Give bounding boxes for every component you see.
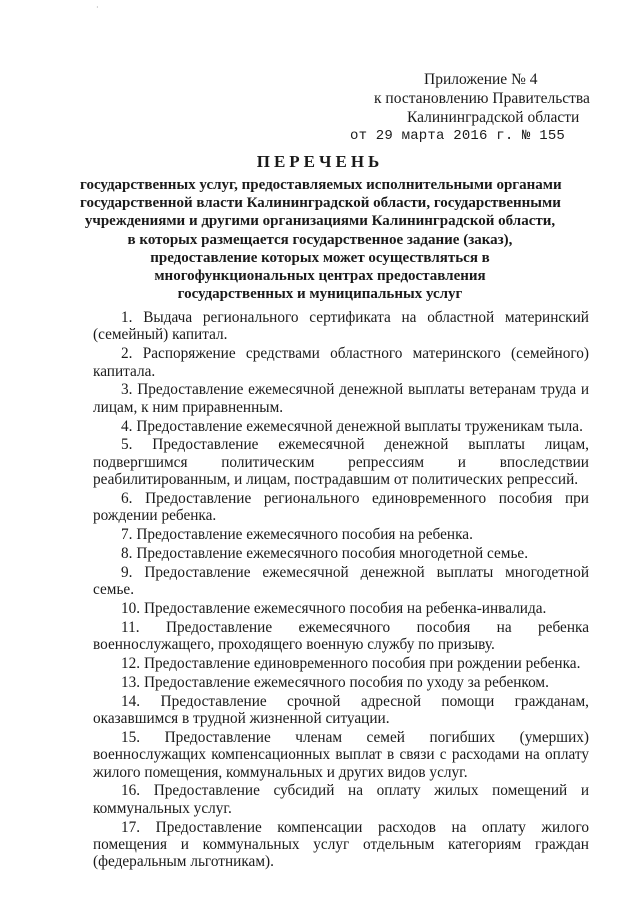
item-number: 17.	[121, 818, 141, 836]
list-item	[93, 729, 589, 781]
item-text: Предоставление ежемесячной денежной выплаты труженикам тыла.	[136, 417, 583, 435]
item-text: Предоставление членам семей погибших (умерших) военнослужащих компенсационных выплат в связи с расходами на оплату жилого помещения, коммунальных и других видов услуг.	[93, 728, 590, 781]
list-item	[93, 545, 589, 562]
item-text: Предоставление ежемесячной денежной выплаты ветеранам труда и лицам, к ним приравненным.	[93, 381, 590, 416]
appendix-line-2: к постановлению Правительства	[374, 90, 590, 107]
item-number: 1.	[121, 309, 133, 326]
item-number: 10.	[121, 600, 141, 618]
item-text: Предоставление ежемесячного пособия многодетной семье.	[136, 545, 529, 563]
list-item	[93, 436, 589, 488]
appendix-line-3: Калининградской области	[407, 109, 580, 126]
item-text: Выдача регионального сертификата на областной материнский (семейный) капитал.	[93, 309, 589, 344]
item-number: 7.	[121, 526, 133, 544]
item-text: Предоставление ежемесячной денежной выплаты многодетной семье.	[93, 563, 590, 599]
subtitle-line: государственных услуг, предоставляемых исполнительными органами	[80, 177, 562, 193]
item-number: 11.	[121, 618, 140, 636]
subtitle-line: государственных и муниципальных услуг	[177, 286, 463, 303]
item-number: 2.	[121, 345, 133, 363]
appendix-line-1: Приложение № 4	[424, 71, 538, 88]
list-item	[93, 782, 589, 817]
scan-mark: ·	[96, 3, 99, 12]
item-text: Предоставление ежемесячного пособия по уходу за ребенком.	[143, 673, 549, 691]
item-text: Распоряжение средствами областного материнского (семейного) капитала.	[93, 345, 589, 380]
appendix-block	[350, 70, 590, 146]
item-number: 3.	[121, 381, 133, 399]
list-item	[93, 526, 589, 543]
item-number: 9.	[121, 563, 133, 581]
item-text: Предоставление ежемесячного пособия на ребенка.	[136, 526, 473, 544]
subtitle-line: учреждениями и другими организациями Калининградской области,	[84, 213, 556, 230]
list-item	[93, 600, 589, 617]
item-number: 14.	[121, 692, 141, 710]
item-number: 16.	[121, 782, 141, 800]
item-text: Предоставление единовременного пособия при рождении ребенка.	[143, 655, 581, 673]
appendix-line-4: от 29 марта 2016 г. № 155	[350, 128, 566, 144]
item-number: 6.	[121, 490, 133, 508]
list-item	[93, 655, 589, 672]
document-subtitle	[80, 176, 560, 303]
item-text: Предоставление компенсации расходов на оплату жилого помещения и коммунальных услуг отдельным категориям граждан (федеральным льготникам).	[93, 818, 590, 871]
item-text: Предоставление ежемесячного пособия на ребенка-инвалида.	[143, 600, 547, 618]
item-number: 15.	[121, 728, 141, 746]
item-text: Предоставление ежемесячного пособия на ребенка военнослужащего, проходящего военную службу по призыву.	[93, 618, 590, 654]
subtitle-line: государственной власти Калининградской области, государственными	[80, 195, 561, 212]
item-number: 13.	[121, 673, 141, 691]
list-item	[93, 564, 589, 599]
services-list	[93, 309, 589, 872]
list-item	[93, 490, 589, 525]
item-text: Предоставление ежемесячной денежной выплаты лицам, подвергшимся политическим репрессиям и впоследствии реабилитированным, и лицам, пострадавшим от политических репрессий.	[93, 436, 589, 489]
item-number: 4.	[121, 417, 133, 435]
list-item	[93, 418, 589, 435]
page-title: ПЕРЕЧЕНЬ	[256, 152, 384, 171]
subtitle-line: в которых размещается государственное задание (заказ),	[127, 231, 513, 248]
item-number: 5.	[121, 436, 133, 454]
item-number: 12.	[121, 655, 141, 673]
item-text: Предоставление регионального единовременного пособия при рождении ребенка.	[93, 490, 589, 525]
subtitle-line: предоставление которых может осуществляться в	[150, 249, 490, 266]
list-item	[93, 381, 589, 416]
list-item	[93, 674, 589, 691]
item-text: Предоставление срочной адресной помощи гражданам, оказавшимся в трудной жизненной ситуации.	[93, 692, 589, 728]
list-item	[93, 309, 589, 344]
item-number: 8.	[121, 545, 133, 563]
list-item	[93, 619, 589, 654]
item-text: Предоставление субсидий на оплату жилых помещений и коммунальных услуг.	[93, 782, 590, 817]
list-item	[93, 345, 589, 380]
subtitle-line: многофункциональных центрах предоставления	[154, 268, 486, 285]
list-item	[93, 819, 589, 871]
list-item	[93, 693, 589, 728]
